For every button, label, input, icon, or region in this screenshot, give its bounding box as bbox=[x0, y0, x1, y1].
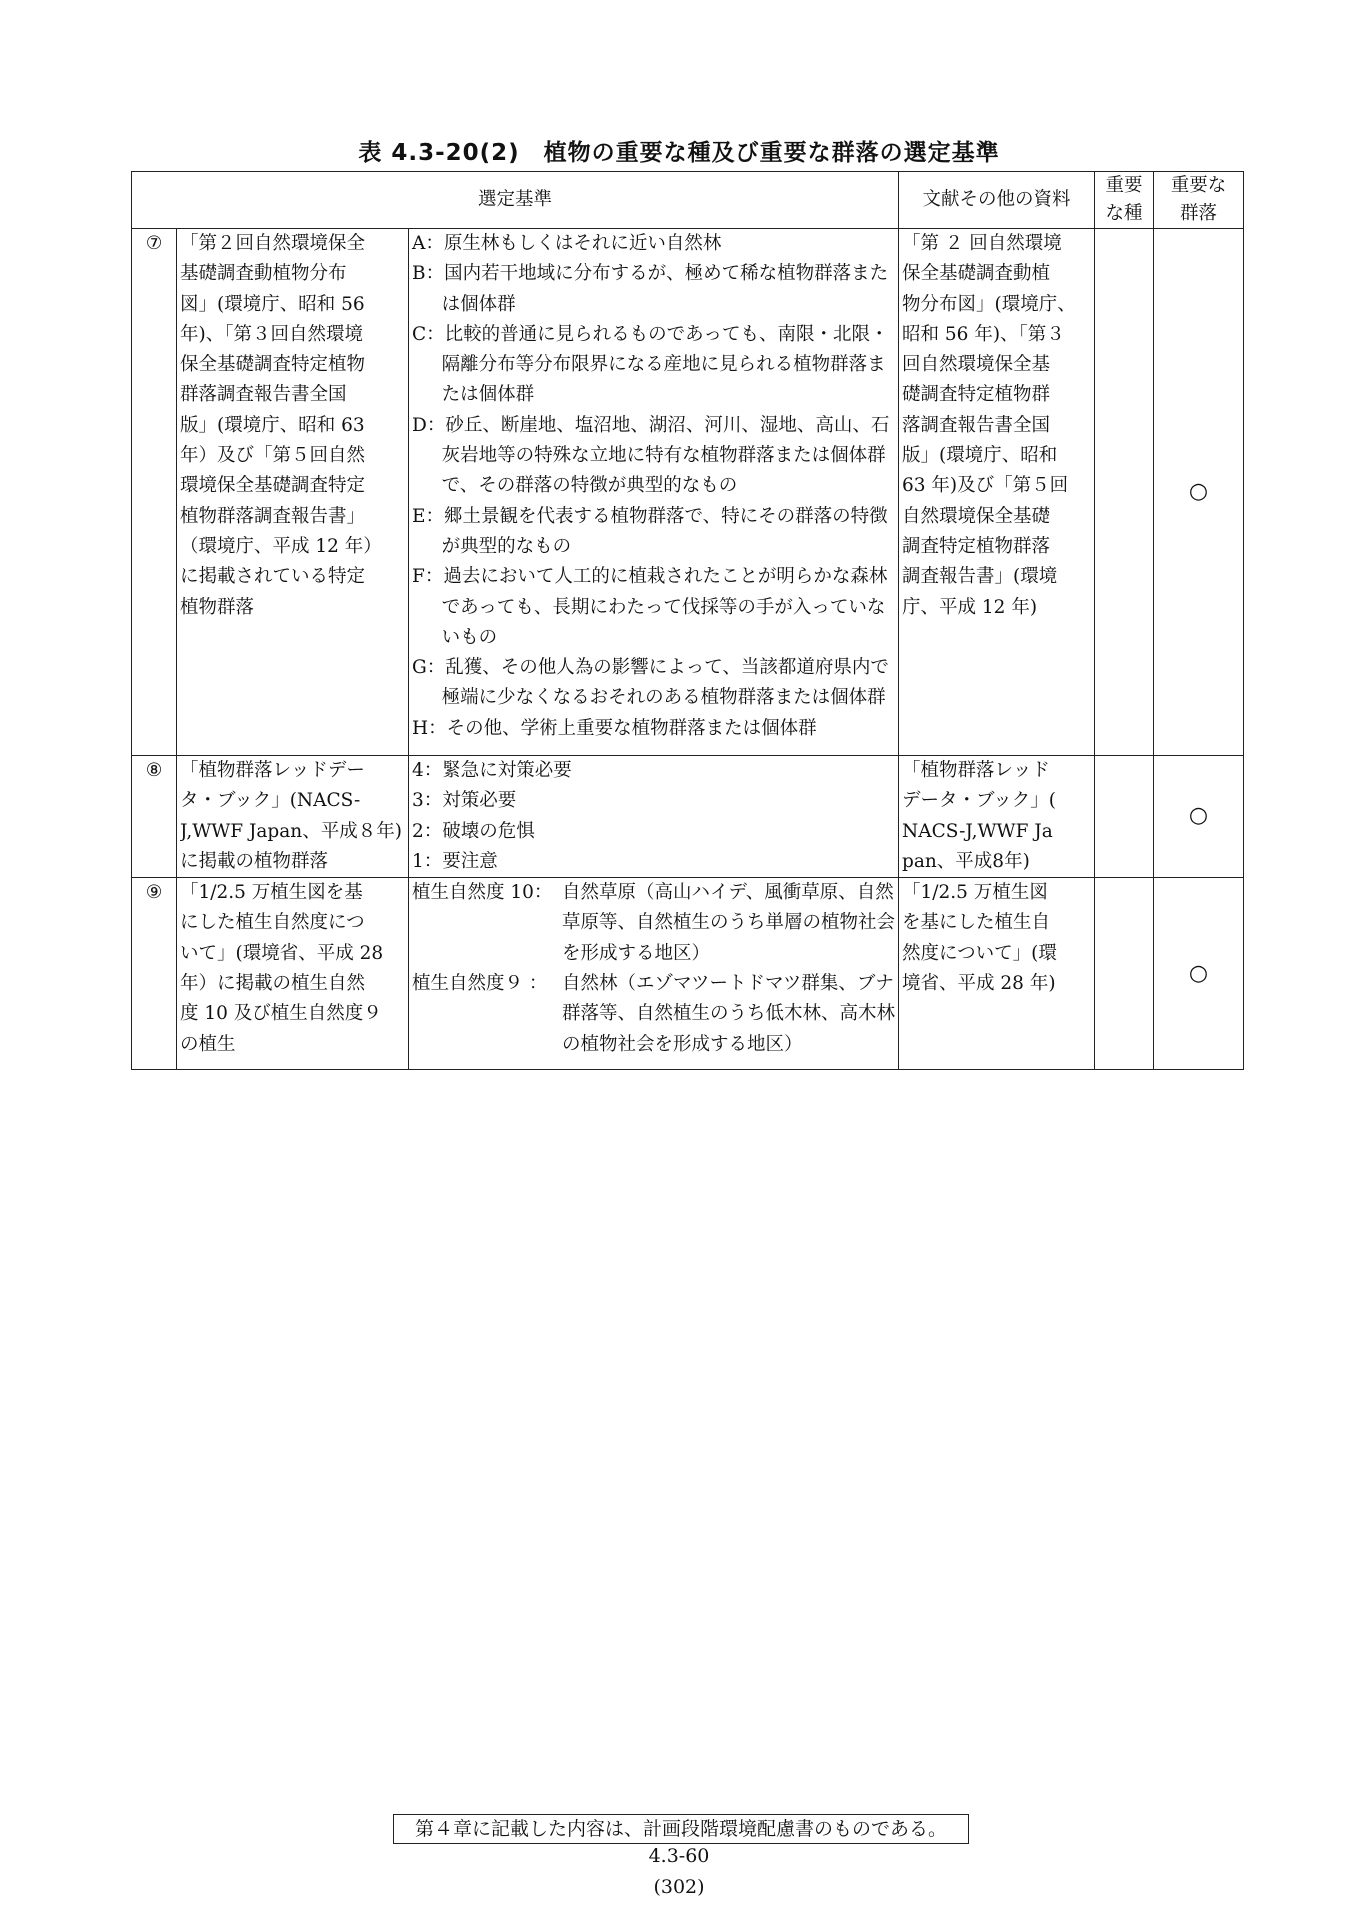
table-row bbox=[132, 878, 1244, 1070]
row-number: ⑦ bbox=[132, 229, 177, 756]
row-reference: 「1/2.5 万植生図 を基にした植生自 然度について」(環 境省、平成 28 年) bbox=[899, 878, 1095, 1070]
table-title: 表 4.3-20(2) 植物の重要な種及び重要な群落の選定基準 bbox=[358, 140, 1000, 166]
row-criteria bbox=[409, 229, 899, 756]
criterion-item: 1：要注意 bbox=[412, 850, 498, 872]
criterion-item: 2：破壊の危惧 bbox=[412, 820, 535, 842]
species-mark bbox=[1095, 756, 1154, 878]
table-row bbox=[132, 229, 1244, 756]
naturalness-label: 植生自然度 10： bbox=[412, 882, 553, 904]
row-criteria bbox=[409, 878, 899, 1070]
naturalness-label: 植生自然度９ ： bbox=[412, 973, 548, 995]
header-criteria: 選定基準 bbox=[132, 172, 899, 229]
criterion-item: H：その他、学術上重要な植物群落または個体群 bbox=[412, 717, 817, 739]
naturalness-text: 自然林（エゾマツートドマツ群集、ブナ群落等、自然植生のうち低木林、高木林の植物社会を形成する地区） bbox=[562, 973, 896, 1055]
sub-page-number: (302) bbox=[653, 1876, 705, 1898]
row-number: ⑧ bbox=[132, 756, 177, 878]
community-mark: ○ bbox=[1154, 229, 1244, 756]
criterion-item: G：乱獲、その他人為の影響によって、当該都道府県内で極端に少なくなるおそれのある植物群落または個体群 bbox=[412, 657, 889, 709]
criterion-item: 3：対策必要 bbox=[412, 790, 517, 812]
page-number: 4.3-60 bbox=[648, 1845, 710, 1867]
criterion-item: B：国内若干地域に分布するが、極めて稀な植物群落または個体群 bbox=[412, 263, 889, 315]
criterion-item: C：比較的普通に見られるものであっても、南限・北限・隔離分布等分布限界になる産地に見られる植物群落または個体群 bbox=[412, 323, 889, 406]
species-mark bbox=[1095, 878, 1154, 1070]
criterion-item: 4：緊急に対策必要 bbox=[412, 760, 572, 781]
row-reference: 「第 ２ 回自然環境 保全基礎調査動植 物分布図」(環境庁、 昭和 56 年)、「第３ 回自然環境保全基 礎調査特定植物群 落調査報告書全国 版」(環境庁、昭和 63 年)及び「第５回 自然環境保全基礎 調査特定植物群落 調査報告書」(環境 庁、平成 12 年) bbox=[899, 229, 1095, 756]
row-criteria bbox=[409, 756, 899, 878]
community-mark: ○ bbox=[1154, 878, 1244, 1070]
criterion-item: D：砂丘、断崖地、塩沼地、湖沼、河川、湿地、高山、石灰岩地等の特殊な立地に特有な植物群落または個体群で、その群落の特徴が典型的なもの bbox=[412, 414, 890, 497]
community-mark: ○ bbox=[1154, 756, 1244, 878]
naturalness-item bbox=[412, 969, 895, 1060]
row-source: 「1/2.5 万植生図を基 にした植生自然度につ いて」(環境省、平成 28 年）に掲載の植生自然 度 10 及び植生自然度９ の植生 bbox=[177, 878, 409, 1070]
naturalness-text: 自然草原（高山ハイデ、風衝草原、自然草原等、自然植生のうち単層の植物社会を形成する地区） bbox=[562, 882, 896, 964]
table-row bbox=[132, 756, 1244, 878]
header-sources: 文献その他の資料 bbox=[899, 172, 1095, 229]
species-mark bbox=[1095, 229, 1154, 756]
row-reference: 「植物群落レッド データ・ブック」( NACS-J,WWF Ja pan、平成8年) bbox=[899, 756, 1095, 878]
footer-note: 第４章に記載した内容は、計画段階環境配慮書のものである。 bbox=[393, 1814, 969, 1844]
header-important-species: 重要 な種 bbox=[1095, 172, 1154, 229]
criterion-item: E：郷土景観を代表する植物群落で、特にその群落の特徴が典型的なもの bbox=[412, 505, 888, 557]
row-number: ⑨ bbox=[132, 878, 177, 1070]
selection-criteria-table bbox=[131, 171, 1244, 1070]
header-important-community: 重要な 群落 bbox=[1154, 172, 1244, 229]
naturalness-item bbox=[412, 878, 895, 969]
criterion-item: F：過去において人工的に植栽されたことが明らかな森林であっても、長期にわたって伐採等の手が入っていないもの bbox=[412, 566, 888, 648]
criterion-item: A：原生林もしくはそれに近い自然林 bbox=[412, 233, 722, 254]
header-row bbox=[132, 172, 1244, 229]
row-source: 「植物群落レッドデー タ・ブック」(NACS- J,WWF Japan、平成８年) に掲載の植物群落 bbox=[177, 756, 409, 878]
row-source: 「第２回自然環境保全 基礎調査動植物分布 図」(環境庁、昭和 56 年)、「第３回自然環境 保全基礎調査特定植物 群落調査報告書全国 版」(環境庁、昭和 63 年）及び「第５回自然 環境保全基礎調査特定 植物群落調査報告書」 （環境庁、平成 12 年） に掲載されている特定 植物群落 bbox=[177, 229, 409, 756]
